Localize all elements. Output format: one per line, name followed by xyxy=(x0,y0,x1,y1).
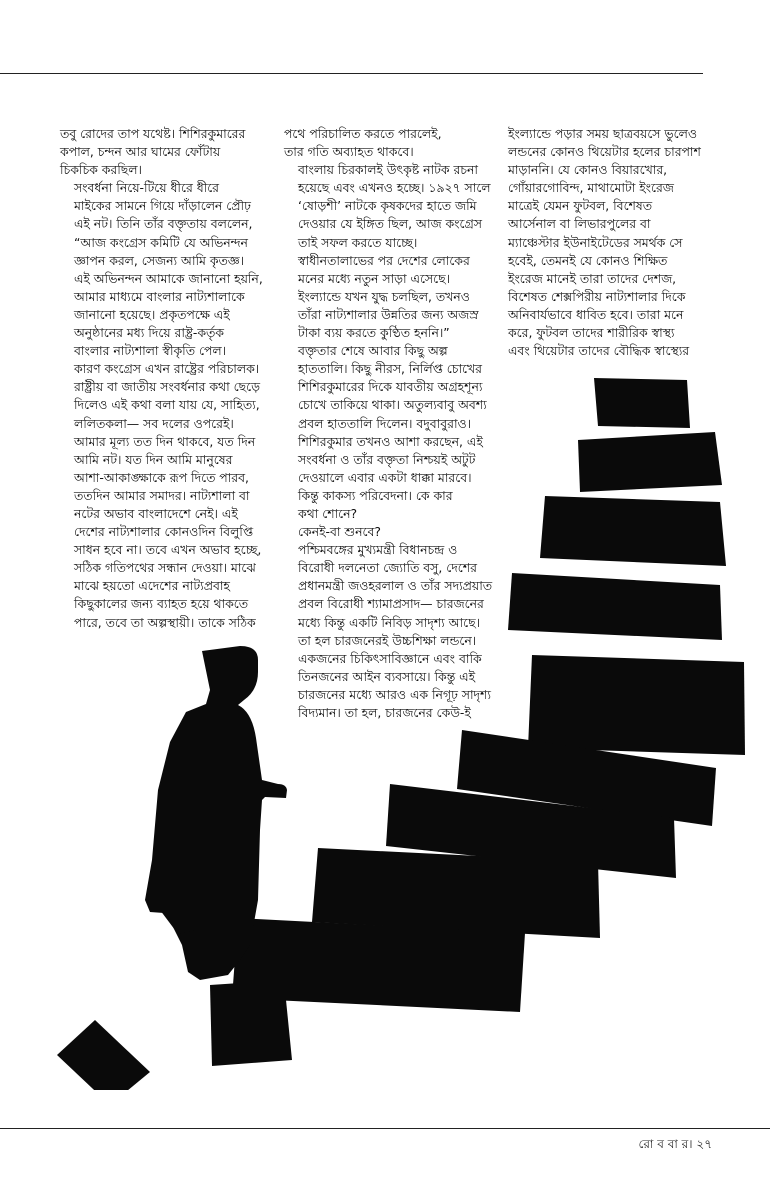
text-line: দেওয়ার যে ইঙ্গিত ছিল, আজ কংগ্রেস xyxy=(298,216,482,232)
text-line: প্রবল হাততালি দিলেন। বদুবাবুরাও। xyxy=(298,415,472,431)
text-line: আমার মূল্য তত দিন থাকবে, যত দিন xyxy=(74,433,256,449)
text-line: “আজ কংগ্রেস কমিটি যে অভিনন্দন xyxy=(74,234,248,250)
paragraph xyxy=(284,161,491,251)
text-line: শিশিরকুমারের দিকে যাবতীয় অগ্রহশূন্য xyxy=(298,379,483,395)
text-line: অনুষ্ঠানের মধ্য দিয়ে রাষ্ট্র-কর্তৃক xyxy=(74,325,224,341)
paragraph xyxy=(284,288,484,342)
text-line: মাঝে হয়তো এদেশের নাট্যপ্রবাহ xyxy=(74,578,230,594)
text-line: বাংলার নাট্যশালা স্বীকৃতি পেল। xyxy=(74,343,227,359)
text-line: হাততালি। কিছু নীরস, নির্লিপ্ত চোখের xyxy=(298,361,482,377)
text-line: আর্সেনাল বা লিভারপুলের বা xyxy=(508,216,651,232)
text-line: মাইকের সামনে গিয়ে দাঁড়ালেন প্রৌঢ় xyxy=(74,198,251,214)
text-line: তাই সফল করতে যাচ্ছে। xyxy=(298,234,418,250)
text-line: বিরোধী দলনেতা জ্যোতি বসু, দেশের xyxy=(298,560,477,576)
text-line: মনের মধ্যে নতুন সাড়া এসেছে। xyxy=(298,270,451,286)
text-line: লন্ডনের কোনও থিয়েটার হলের চারপাশ xyxy=(508,144,701,160)
text-line: কেনই-বা শুনবে? xyxy=(298,524,381,540)
text-column-3 xyxy=(508,125,708,360)
text-line: মাত্রেই যেমন ফুটবল, বিশেষত xyxy=(508,198,653,214)
text-line: পারে, তবে তা অল্পস্থায়ী। তাকে সঠিক xyxy=(74,614,256,630)
text-line: স্বাধীনতালাভের পর দেশের লোকের xyxy=(298,252,470,268)
text-line: রাষ্ট্রীয় বা জাতীয় সংবর্ধনার কথা ছেড়ে xyxy=(74,379,260,395)
text-line: বিদ্যমান। তা হল, চারজনের কেউ-ই xyxy=(298,705,471,720)
text-line: এই নট। তিনি তাঁর বক্তৃতায় বললেন, xyxy=(74,216,253,232)
text-line: দেশের নাট্যশালার কোনওদিন বিলুপ্তি xyxy=(74,524,254,540)
text-line: ইংল্যান্ডে যখন যুদ্ধ চলছিল, তখনও xyxy=(298,288,470,304)
text-line: অনিবার্যভাবে ধাবিত হবে। তারা মনে xyxy=(508,306,684,322)
text-line: তার গতি অব্যাহত থাকবে। xyxy=(284,144,414,160)
text-line: শিশিরকুমার তখনও আশা করছেন, এই xyxy=(298,433,483,449)
text-line: নটের অভাব বাংলাদেশে নেই। এই xyxy=(74,505,238,521)
stair-step xyxy=(528,655,745,755)
text-line: প্রবল বিরোধী শ্যামাপ্রসাদ— চারজনের xyxy=(298,596,484,612)
top-rule xyxy=(0,73,703,74)
bottom-rule xyxy=(0,1128,770,1129)
paragraph xyxy=(508,125,708,360)
text-line: চারজনের মধ্যে আরও এক নিগূঢ় সাদৃশ্য xyxy=(298,686,491,702)
stair-step xyxy=(508,573,722,640)
text-line: একজনের চিকিৎসাবিজ্ঞানে এবং বাকি xyxy=(298,650,482,666)
text-line: জানানো হয়েছে। প্রকৃতপক্ষে এই xyxy=(74,306,230,322)
stair-step xyxy=(594,378,690,428)
paragraph xyxy=(284,125,484,161)
staircase-illustration xyxy=(0,370,770,1090)
text-line: চিকচিক করছিল। xyxy=(60,162,142,178)
text-line: ‘ষোড়শী’ নাটকে কৃষকদের হাতে জমি xyxy=(298,198,477,214)
text-line: তা হল চারজনেরই উচ্চশিক্ষা লন্ডনে। xyxy=(298,632,477,648)
stair-step xyxy=(578,432,722,492)
text-line: হয়েছে এবং এখনও হচ্ছে। ১৯২৭ সালে xyxy=(298,180,491,196)
stair-step xyxy=(540,496,726,566)
text-line: ইংল্যান্ডে পড়ার সময় ছাত্রবয়সে ভুলেও xyxy=(508,126,697,141)
text-line: হবেই, তেমনই যে কোনও শিক্ষিত xyxy=(508,252,668,268)
text-line: চোখে তাকিয়ে থাকা। অতুল্যবাবু অবশ্য xyxy=(298,397,487,413)
text-line: আশা-আকাঙ্ক্ষাকে রূপ দিতে পারব, xyxy=(74,469,249,485)
text-line: এই অভিনন্দন আমাকে জানানো হয়নি, xyxy=(74,270,263,286)
text-line: গোঁয়ারগোবিন্দ, মাথামোটা ইংরেজ xyxy=(508,180,674,196)
text-line: পথে পরিচালিত করতে পারলেই, xyxy=(284,126,442,141)
text-line: সাধন হবে না। তবে এখন অভাব হচ্ছে, xyxy=(74,542,262,558)
text-line: পশ্চিমবঙ্গের মুখ্যমন্ত্রী বিধানচন্দ্র ও xyxy=(298,542,458,558)
stair-step xyxy=(57,1020,150,1090)
text-line: বিশেষত শেক্সপিরীয় নাট্যশালার দিকে xyxy=(508,288,686,304)
text-line: কপাল, চন্দন আর ঘামের ফোঁটায় xyxy=(60,144,221,160)
text-line: কিন্তু কাকস্য পরিবেদনা। কে কার xyxy=(298,487,453,503)
text-line: কারণ কংগ্রেস এখন রাষ্ট্রের পরিচালক। xyxy=(74,361,260,377)
text-line: সংবর্ধনা ও তাঁর বক্তৃতা নিশ্চয়ই অটুট xyxy=(298,451,476,467)
paragraph xyxy=(60,125,260,179)
text-line: মাড়াননি। যে কোনও বিয়ারখোর, xyxy=(508,162,668,178)
text-line: এবং থিয়েটার তাদের বৌদ্ধিক স্বাস্থ্যের xyxy=(508,343,690,359)
text-line: মধ্যে কিন্তু একটি নিবিড় সাদৃশ্য আছে। xyxy=(298,614,481,630)
text-line: কথা শোনে? xyxy=(298,505,358,521)
text-line: তবু রোদের তাপ যথেষ্ট। শিশিরকুমারের xyxy=(60,126,246,141)
text-line: প্রধানমন্ত্রী জওহরলাল ও তাঁর সদ্যপ্রয়াত xyxy=(298,578,493,594)
text-line: ললিতকলা— সব দলের ওপরেই। xyxy=(74,415,234,431)
text-line: আমার মাধ্যমে বাংলার নাট্যশালাকে xyxy=(74,288,245,304)
page-footer: রো ব বা র। ২৭ xyxy=(638,1137,712,1151)
text-line: বক্তৃতার শেষে আবার কিছু অল্প xyxy=(298,343,448,359)
text-line: আমি নট। যত দিন আমি মানুষের xyxy=(74,451,233,467)
text-line: দিলেও এই কথা বলা যায় যে, সাহিত্য, xyxy=(74,397,260,413)
text-line: ইংরেজ মানেই তারা তাদের দেশজ, xyxy=(508,270,677,286)
text-line: জ্ঞাপন করল, সেজন্য আমি কৃতজ্ঞ। xyxy=(74,252,245,268)
text-line: তাঁরা নাট্যশালার উন্নতির জন্য অজস্র xyxy=(298,306,479,322)
text-line: সঠিক গতিপথের সন্ধান দেওয়া। মাঝে xyxy=(74,560,256,576)
paragraph xyxy=(284,252,484,288)
text-line: তিনজনের আইন ব্যবসায়ে। কিন্তু এই xyxy=(298,668,476,684)
text-line: ততদিন আমার সমাদর। নাট্যশালা বা xyxy=(74,487,250,503)
text-line: করে, ফুটবল তাদের শারীরিক স্বাস্থ্য xyxy=(508,325,675,341)
text-line: সংবর্ধনা নিয়ে-টিয়ে ধীরে ধীরে xyxy=(74,180,219,196)
text-line: টাকা ব্যয় করতে কুণ্ঠিত হননি।” xyxy=(298,325,450,341)
text-line: কিছুকালের জন্য ব্যাহত হয়ে থাকতে xyxy=(74,596,249,612)
text-line: দেওয়ালে এবার একটা ধাক্কা মারবে। xyxy=(298,469,472,485)
text-line: ম্যাঞ্চেস্টার ইউনাইটেডের সমর্থক সে xyxy=(508,234,683,250)
text-line: বাংলায় চিরকালই উৎকৃষ্ট নাটক রচনা xyxy=(298,162,478,178)
stair-step xyxy=(210,980,292,1066)
